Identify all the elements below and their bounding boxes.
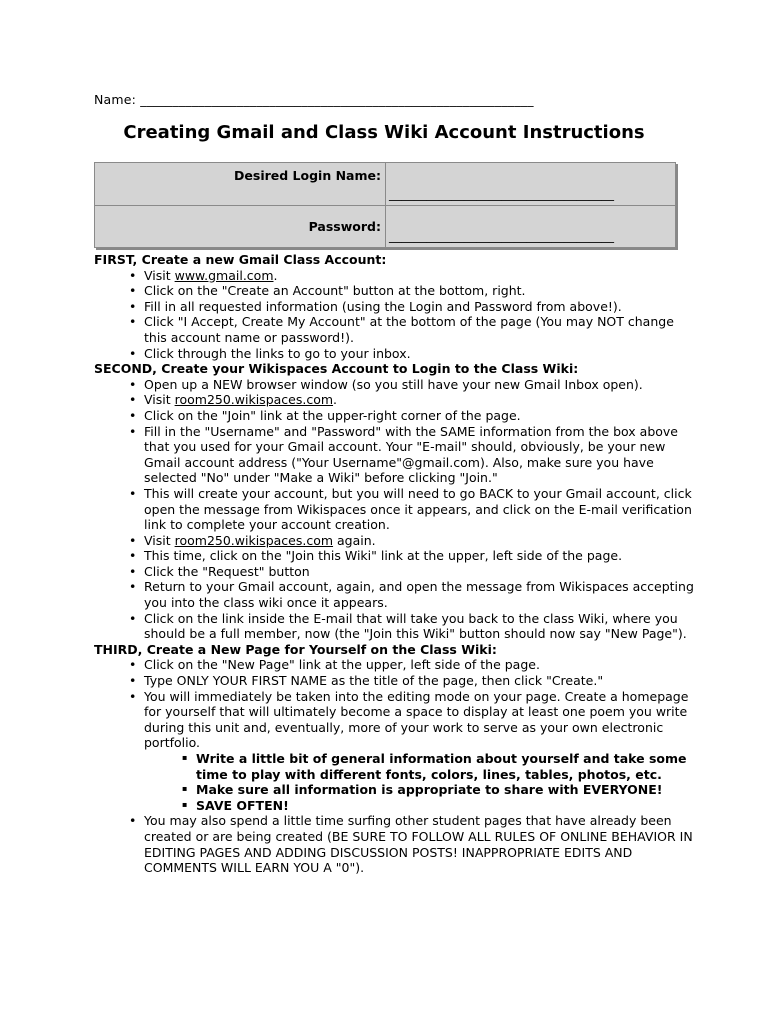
name-field-line: Name: _____________________________________________________________ — [94, 92, 534, 107]
homepage-tips-list — [144, 751, 694, 813]
list-item: • You may also spend a little time surfing other student pages that have already been created or are being created (BE SURE TO FOLLOW ALL RULES OF ONLINE BEHAVIOR IN EDITING PAGES AND ADDING DISCUSSION POSTS! INAPPROPRIATE EDITS AND COMMENTS WILL EARN YOU A "0"). — [144, 813, 694, 875]
list-item: • Open up a NEW browser window (so you still have your new Gmail Inbox open). — [144, 377, 694, 393]
section-heading-first: FIRST, Create a new Gmail Class Account: — [94, 252, 387, 267]
instructions-body — [94, 252, 694, 876]
login-info-table — [94, 162, 676, 248]
list-item: • This time, click on the "Join this Wiki" link at the upper, left side of the page. — [144, 548, 694, 564]
list-item: • Type ONLY YOUR FIRST NAME as the title of the page, then click "Create." — [144, 673, 694, 689]
sub-list-item: ▪ SAVE OFTEN! — [196, 798, 694, 814]
wikispaces-link-again[interactable]: room250.wikispaces.com — [174, 532, 334, 548]
list-item: • Click on the link inside the E-mail that will take you back to the class Wiki, where you should be a full member, now (the "Join this Wiki" button should now say "New Page"). — [144, 611, 694, 642]
password-label: Password: — [95, 206, 386, 248]
login-name-label: Desired Login Name: — [95, 163, 386, 206]
sub-list-item: ▪ Make sure all information is appropriate to share with EVERYONE! — [196, 782, 694, 798]
wikispaces-link[interactable]: room250.wikispaces.com — [174, 392, 334, 408]
second-step-list — [94, 377, 694, 642]
list-item: • Click "I Accept, Create My Account" at the bottom of the page (You may NOT change this account name or password!). — [144, 314, 694, 345]
list-item: • Click on the "New Page" link at the upper, left side of the page. — [144, 657, 694, 673]
list-item: • Click on the "Join" link at the upper-right corner of the page. — [144, 408, 694, 424]
list-item: • You will immediately be taken into the editing mode on your page. Create a homepage for yourself that will ultimately become a space to display at least one poem you write during this unit and, eventually, more of your work to serve as your own electronic portfolio. ▪ Write a little bit of general information about yourself and take some time to play with different fonts, colors, lines, tables, photos, etc. ▪ Make sure all information is appropriate to share with EVERYONE! ▪ SAVE OFTEN! — [144, 689, 694, 814]
list-item: • Fill in all requested information (using the Login and Password from above!). — [144, 299, 694, 315]
password-row — [95, 206, 676, 248]
third-step-list — [94, 657, 694, 875]
first-step-list — [94, 268, 694, 362]
list-item: • Fill in the "Username" and "Password" with the SAME information from the box above that you used for your Gmail account. Your "E-mail" should, obviously, be your new Gmail account address ("Your Username"@gmail.com). Also, make sure you have selected "No" under "Make a Wiki" before clicking "Join." — [144, 424, 694, 486]
list-item: • Visit room250.wikispaces.com. — [144, 392, 694, 408]
login-name-row — [95, 163, 676, 206]
section-heading-third: THIRD, Create a New Page for Yourself on the Class Wiki: — [94, 641, 497, 657]
list-item: • Click through the links to go to your inbox. — [144, 346, 694, 362]
sub-list-item: ▪ Write a little bit of general information about yourself and take some time to play with different fonts, colors, lines, tables, photos, etc. — [196, 751, 694, 782]
gmail-link[interactable]: www.gmail.com — [174, 267, 274, 283]
list-item: • Return to your Gmail account, again, and open the message from Wikispaces accepting you into the class wiki once it appears. — [144, 579, 694, 610]
list-item: • This will create your account, but you will need to go BACK to your Gmail account, click open the message from Wikispaces once it appears, and click on the E-mail verification link to complete your account creation. — [144, 486, 694, 533]
password-blank: ____________________________________ — [386, 206, 676, 248]
list-item: • Visit room250.wikispaces.com again. — [144, 533, 694, 549]
login-name-blank: ____________________________________ — [386, 163, 676, 206]
list-item: • Click the "Request" button — [144, 564, 694, 580]
page-title: Creating Gmail and Class Wiki Account Instructions — [123, 122, 645, 143]
list-item: • Click on the "Create an Account" button at the bottom, right. — [144, 283, 694, 299]
list-item: • Visit www.gmail.com. — [144, 268, 694, 284]
section-heading-second: SECOND, Create your Wikispaces Account to Login to the Class Wiki: — [94, 361, 579, 377]
